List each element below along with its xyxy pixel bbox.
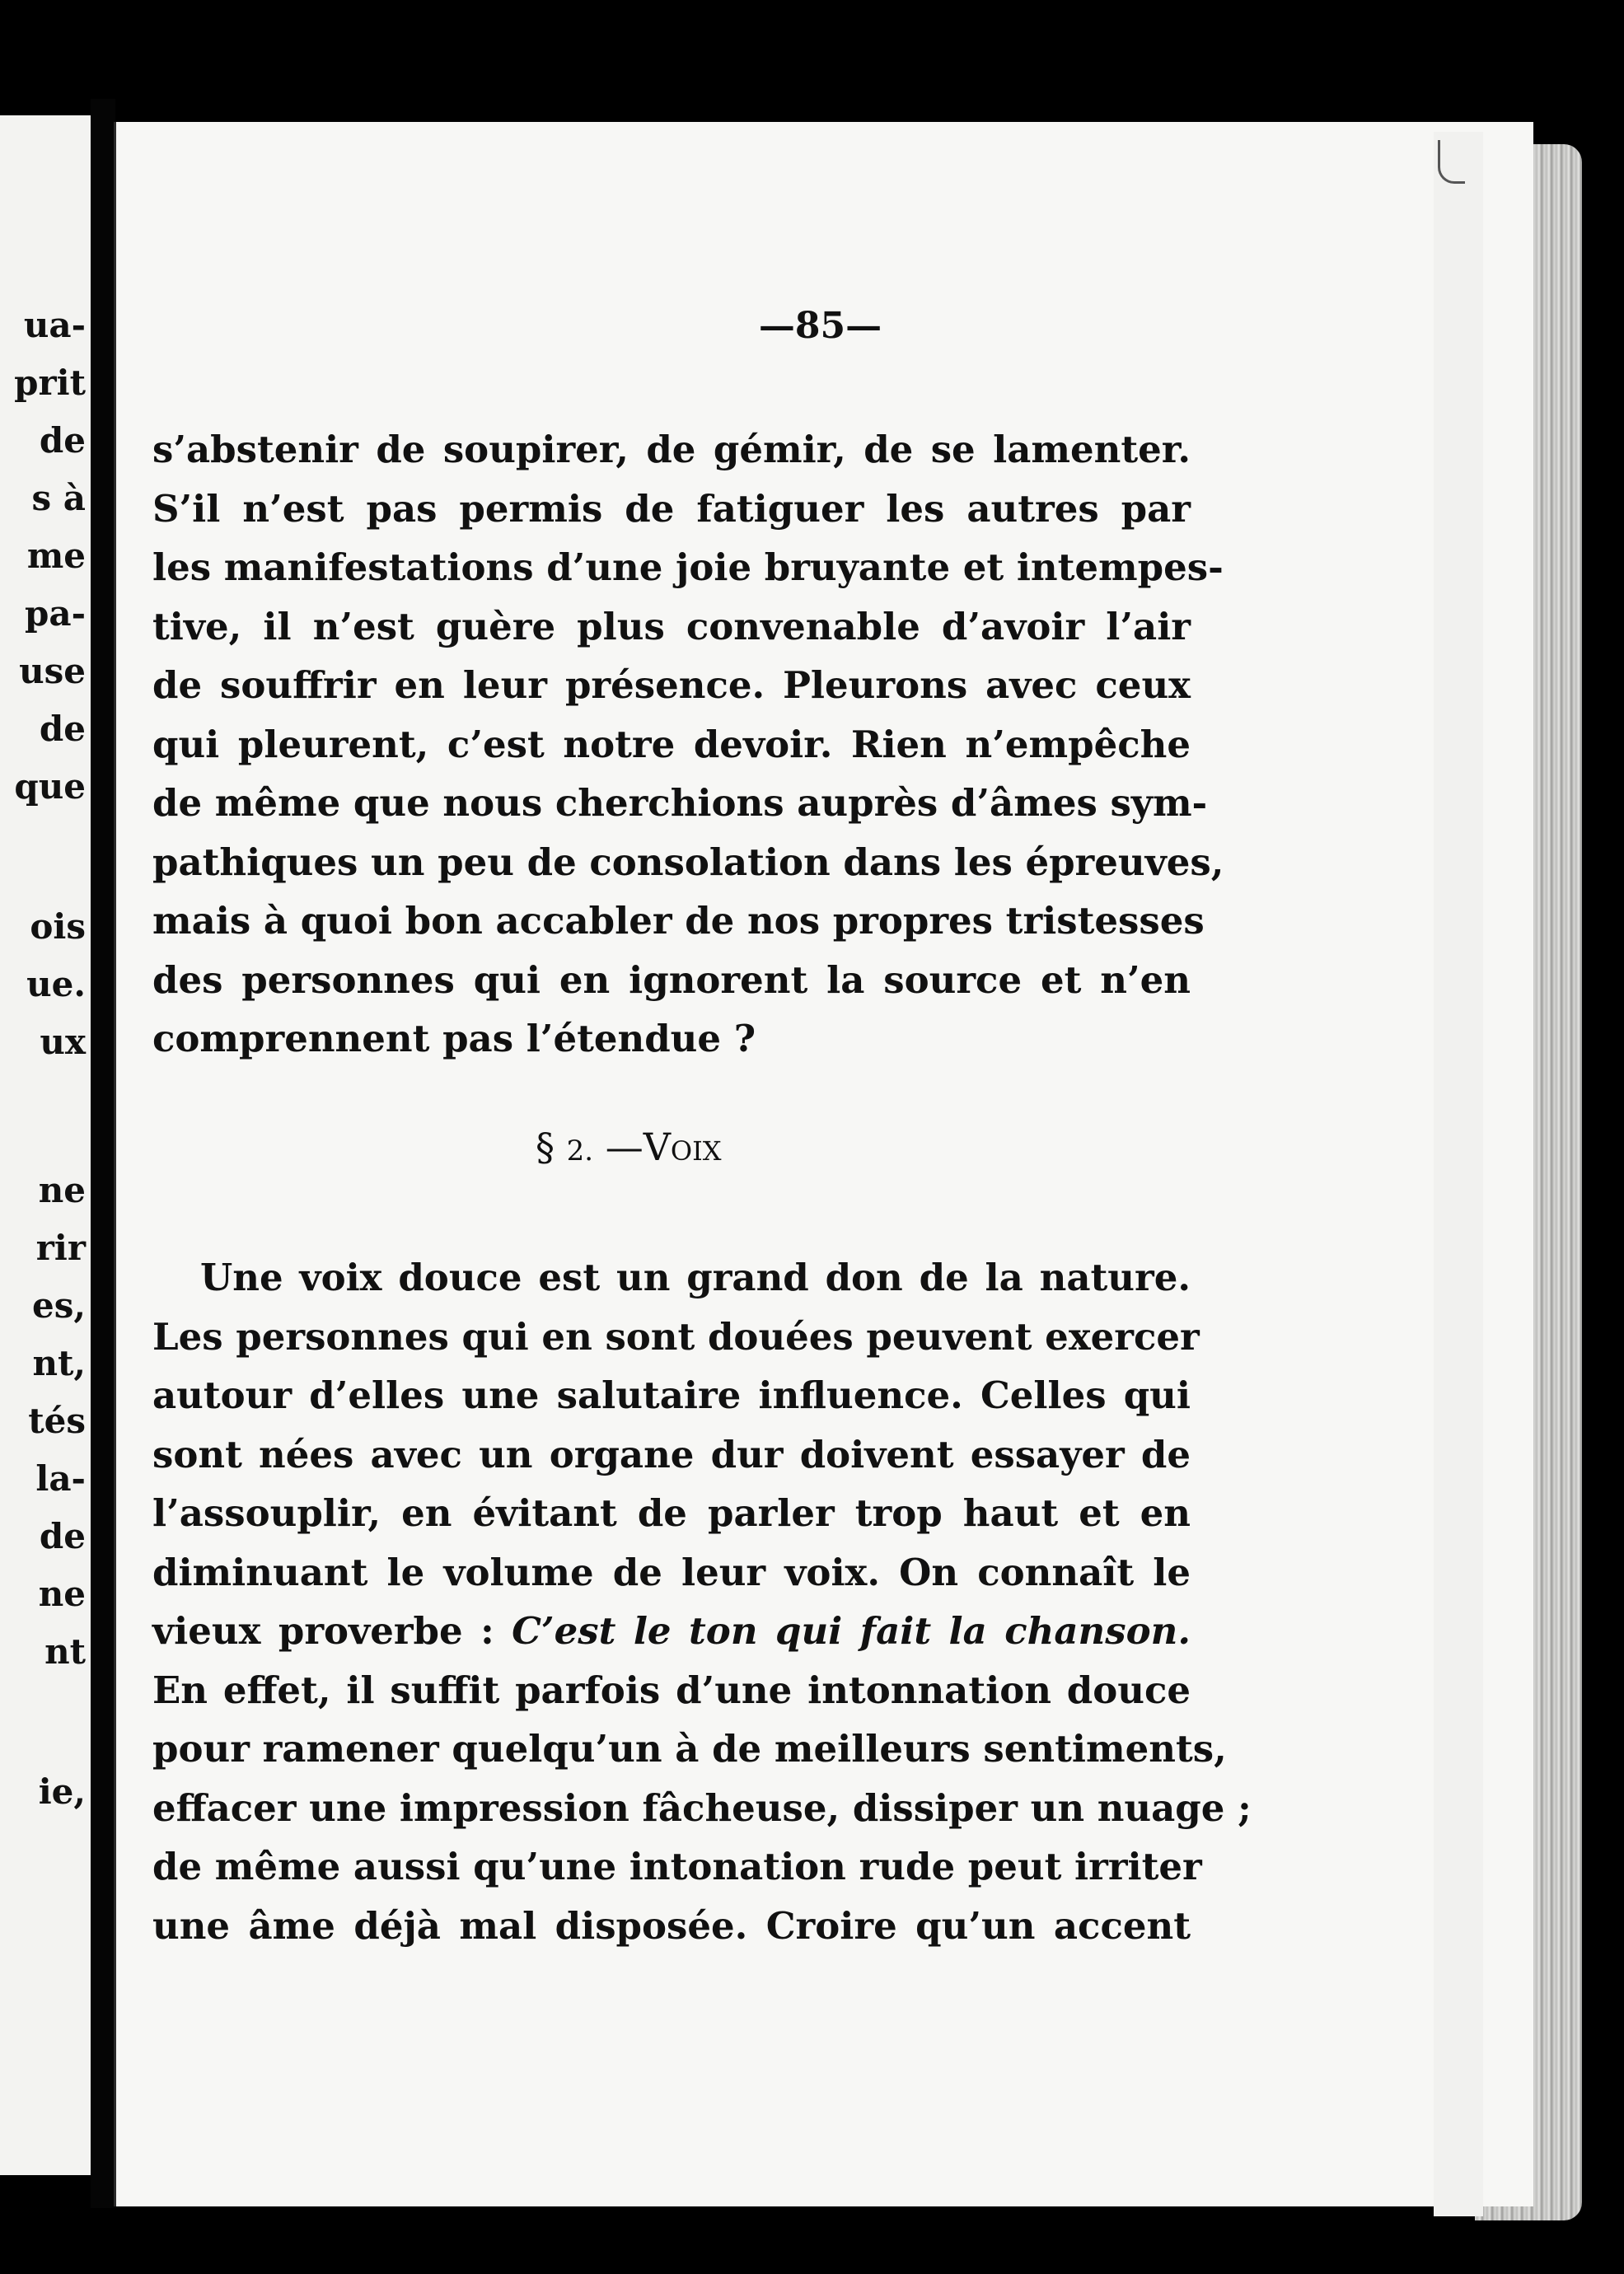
left-page-fragment: s à xyxy=(31,478,86,518)
left-page-fragment: de xyxy=(39,709,86,749)
left-page-fragment: pa- xyxy=(24,593,86,634)
text-line: pour ramener quelqu’un à de meilleurs sentiments, xyxy=(152,1727,1227,1771)
text-line: des personnes qui en ignorent la source et n’en xyxy=(152,957,1191,1002)
text-line: autour d’elles une salutaire influence. Celles qui xyxy=(152,1373,1191,1417)
section-number: 2. xyxy=(566,1135,594,1167)
text-line: En effet, il suffit parfois d’une intonnation douce xyxy=(152,1668,1191,1712)
text-line: qui pleurent, c’est notre devoir. Rien n’empêche xyxy=(152,722,1191,766)
left-page-fragment: la- xyxy=(35,1458,86,1499)
left-page-fragment: rir xyxy=(35,1228,86,1268)
left-page-fragment: ue. xyxy=(26,964,86,1004)
corner-mark xyxy=(1438,140,1465,184)
paragraph-2 xyxy=(152,1248,1252,1955)
text-line: diminuant le volume de leur voix. On connaît le xyxy=(152,1550,1191,1594)
proverb-line xyxy=(152,1602,1191,1661)
left-page-fragment: prit xyxy=(14,363,86,403)
text-line: les manifestations d’une joie bruyante et intempes- xyxy=(152,545,1224,589)
left-page-fragment: nt, xyxy=(32,1343,86,1383)
left-page-fragment: ua- xyxy=(23,305,86,345)
left-page-fragment: que xyxy=(14,766,86,807)
proverb-lead: vieux proverbe : xyxy=(152,1609,494,1653)
text-line: Les personnes qui en sont douées peuvent exercer xyxy=(152,1314,1200,1359)
page-number: —85— xyxy=(758,305,882,347)
text-line: pathiques un peu de consolation dans les épreuves, xyxy=(152,840,1224,884)
text-line: l’assouplir, en évitant de parler trop haut et en xyxy=(152,1491,1191,1535)
text-line: comprennent pas l’étendue ? xyxy=(152,1017,756,1060)
section-symbol: § xyxy=(536,1125,555,1169)
text-line: tive, il n’est guère plus convenable d’avoir l’air xyxy=(152,604,1191,648)
left-page-fragment: ois xyxy=(30,906,86,947)
text-line: Une voix douce est un grand don de la nature. xyxy=(200,1256,1191,1299)
left-facing-page xyxy=(0,115,91,2175)
text-line: s’abstenir de soupirer, de gémir, de se lamenter. xyxy=(152,428,1191,471)
left-page-fragment: es, xyxy=(32,1285,86,1326)
text-line: de souffrir en leur présence. Pleurons avec ceux xyxy=(152,663,1191,707)
section-dash: — xyxy=(605,1125,644,1169)
text-line: effacer une impression fâcheuse, dissiper un nuage ; xyxy=(152,1785,1252,1830)
left-page-fragment: use xyxy=(19,651,86,691)
text-line: de même que nous cherchions auprès d’âmes sym- xyxy=(152,781,1208,825)
page-margin-right xyxy=(1434,132,1483,2216)
proverb-quote: C’est le ton qui fait la chanson. xyxy=(512,1609,1191,1653)
left-page-fragment: ie, xyxy=(38,1771,86,1812)
paragraph-1 xyxy=(152,420,1224,1069)
left-page-fragment: de xyxy=(39,1516,86,1556)
book-spine xyxy=(91,99,115,2208)
text-line: sont nées avec un organe dur doivent essayer de xyxy=(152,1432,1191,1476)
left-page-fragment: de xyxy=(39,420,86,461)
left-page-fragment: me xyxy=(26,536,86,576)
section-heading xyxy=(536,1125,722,1169)
left-page-fragment: nt xyxy=(44,1631,86,1672)
text-line: mais à quoi bon accabler de nos propres tristesses xyxy=(152,899,1205,943)
text-line: S’il n’est pas permis de fatiguer les autres par xyxy=(152,486,1191,531)
left-page-fragment: tés xyxy=(28,1401,86,1441)
left-page-fragment: ne xyxy=(38,1574,86,1614)
left-page-fragment: ne xyxy=(38,1170,86,1210)
section-title: Voix xyxy=(643,1125,722,1169)
text-line: de même aussi qu’une intonation rude peut irriter xyxy=(152,1845,1202,1888)
text-line: une âme déjà mal disposée. Croire qu’un accent xyxy=(152,1903,1191,1948)
left-page-fragment: ux xyxy=(40,1022,86,1062)
